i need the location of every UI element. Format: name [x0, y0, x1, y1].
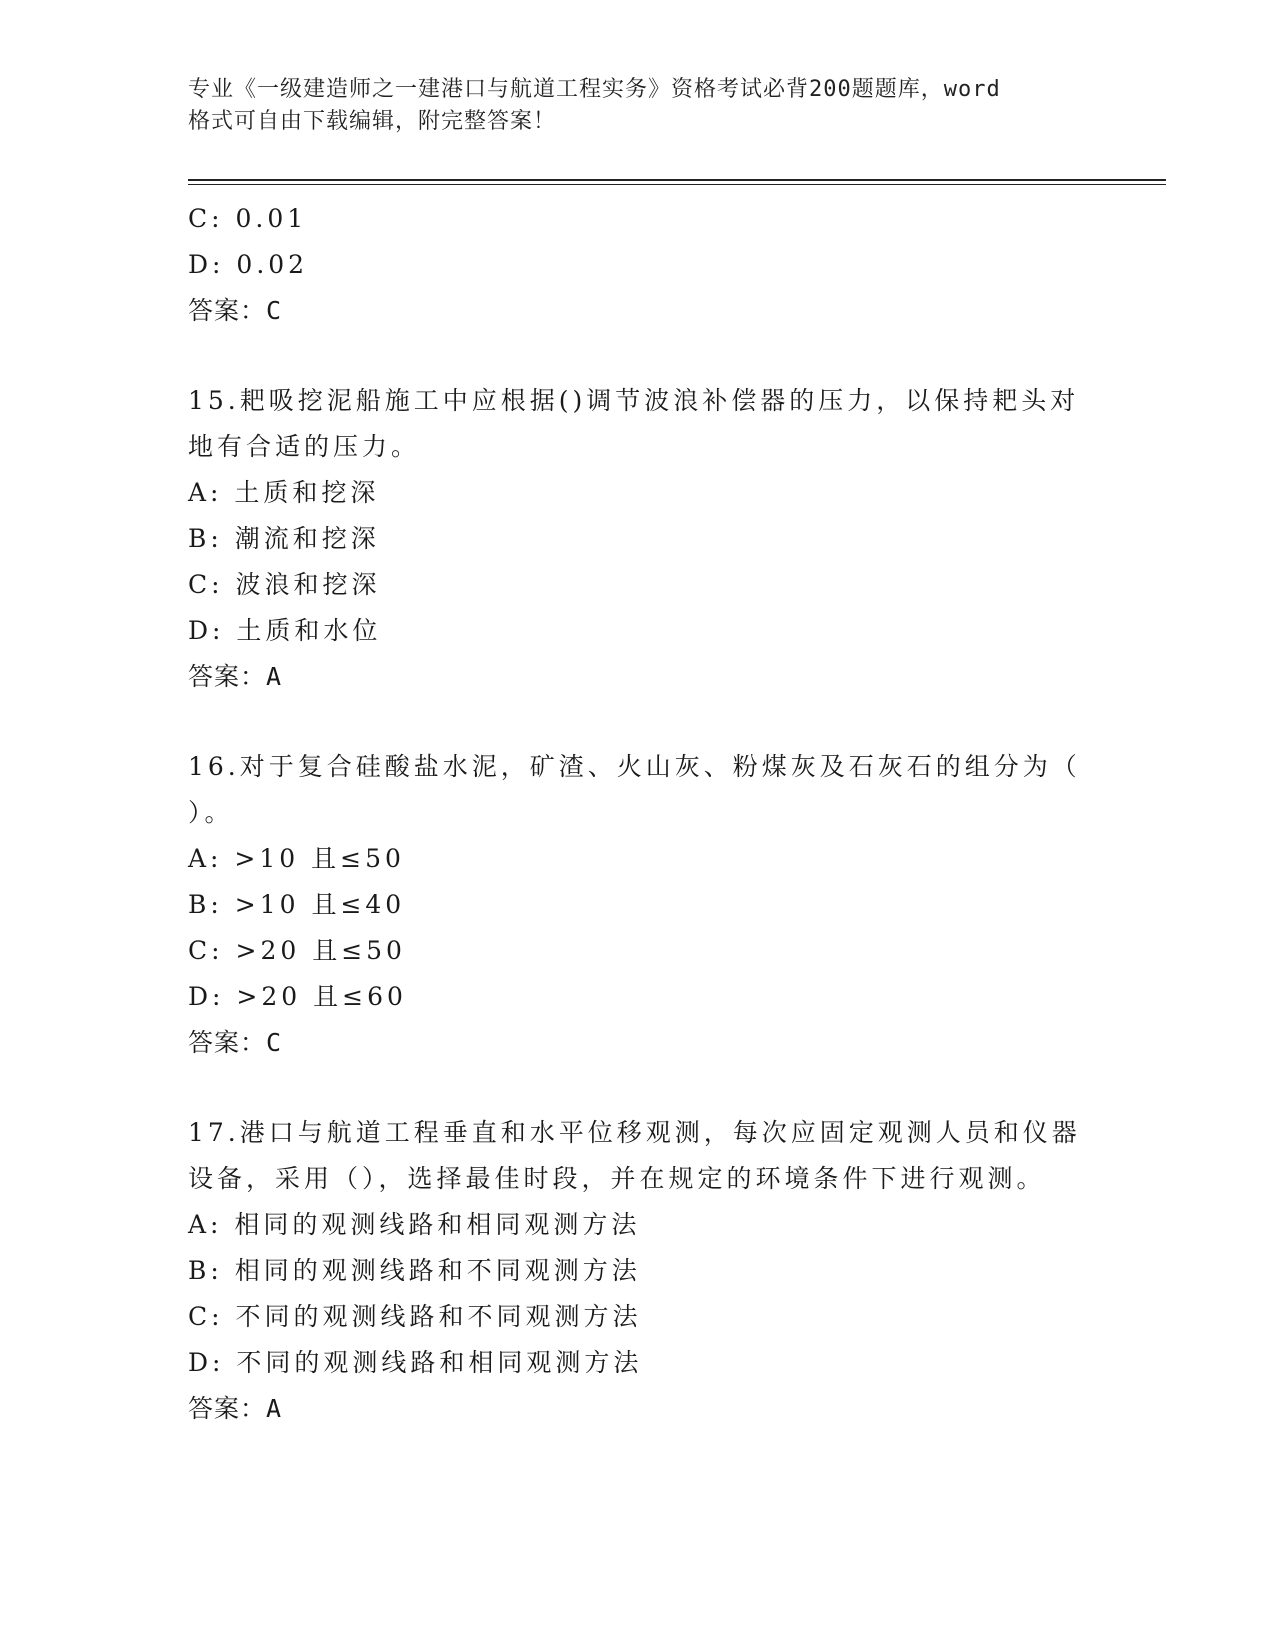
- option-b: B: 潮流和挖深: [188, 524, 380, 553]
- option-b: B: >10 且≤40: [188, 890, 406, 919]
- header-line-2: 格式可自由下载编辑，附完整答案！: [188, 109, 557, 134]
- header-divider-thin: [188, 184, 1166, 185]
- question-stem-line: 15.耙吸挖泥船施工中应根据()调节波浪补偿器的压力，以保持耙头对: [188, 386, 1080, 415]
- spacer: [188, 700, 1088, 744]
- option-c: C: 0.01: [188, 204, 308, 233]
- option-d: D: >20 且≤60: [188, 982, 407, 1011]
- option-d: D: 0.02: [188, 250, 309, 279]
- question-17: [188, 1110, 1088, 1432]
- answer: 答案：A: [188, 1394, 283, 1423]
- question-15: [188, 378, 1088, 700]
- option-c: C: 不同的观测线路和不同观测方法: [188, 1302, 642, 1331]
- option-c: C: >20 且≤50: [188, 936, 406, 965]
- question-stem-line: 16.对于复合硅酸盐水泥，矿渣、火山灰、粉煤灰及石灰石的组分为（: [188, 752, 1081, 781]
- option-d: D: 不同的观测线路和相同观测方法: [188, 1348, 643, 1377]
- question-stem-line: 设备，采用（），选择最佳时段，并在规定的环境条件下进行观测。: [188, 1164, 1046, 1193]
- document-body: [188, 196, 1088, 1432]
- question-stem-line: ）。: [188, 798, 234, 827]
- previous-question-tail: [188, 196, 1088, 334]
- document-header: [188, 74, 1068, 138]
- question-16: [188, 744, 1088, 1066]
- question-stem-line: 地有合适的压力。: [188, 432, 421, 461]
- answer: 答案：C: [188, 296, 283, 325]
- option-c: C: 波浪和挖深: [188, 570, 381, 599]
- answer: 答案：C: [188, 1028, 283, 1057]
- header-divider-thick: [188, 179, 1166, 181]
- option-a: A: 土质和挖深: [188, 478, 380, 507]
- option-b: B: 相同的观测线路和不同观测方法: [188, 1256, 641, 1285]
- option-a: A: >10 且≤50: [188, 844, 405, 873]
- spacer: [188, 334, 1088, 378]
- spacer: [188, 1066, 1088, 1110]
- answer: 答案：A: [188, 662, 283, 691]
- option-a: A: 相同的观测线路和相同观测方法: [188, 1210, 641, 1239]
- option-d: D: 土质和水位: [188, 616, 382, 645]
- header-line-1: 专业《一级建造师之一建港口与航道工程实务》资格考试必背200题题库，word: [188, 77, 1001, 102]
- question-stem-line: 17.港口与航道工程垂直和水平位移观测，每次应固定观测人员和仪器: [188, 1118, 1081, 1147]
